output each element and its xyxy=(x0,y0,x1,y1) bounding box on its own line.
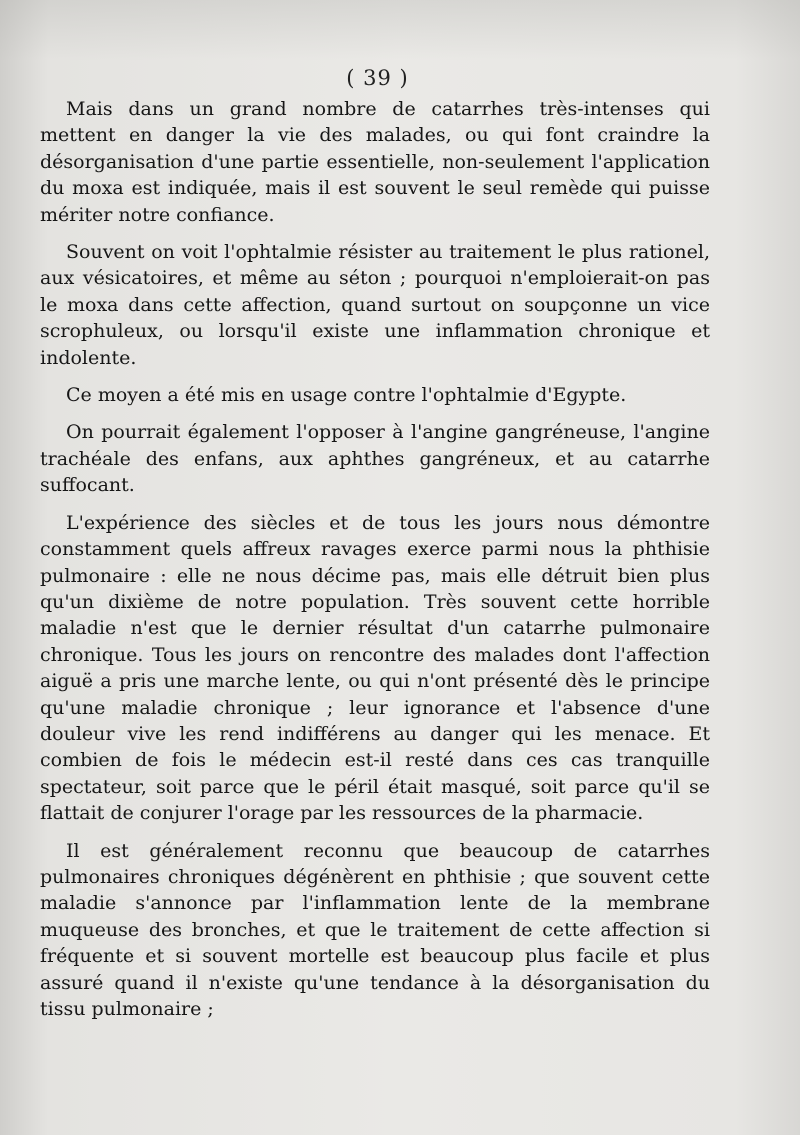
paragraph-1: Mais dans un grand nombre de catarrhes très-intenses qui mettent en danger la vie des malades, ou qui font craindre la désorganisation d'une partie essentielle, non-seulement l'application du moxa est indiquée, mais il est souvent le seul remède qui puisse mériter notre confiance. xyxy=(40,98,710,226)
paragraph-4: On pourrait également l'opposer à l'angine gangréneuse, l'angine trachéale des enfans, aux aphthes gangréneux, et au catarrhe suffocant. xyxy=(40,421,710,497)
paragraph-6: Il est généralement reconnu que beaucoup de catarrhes pulmonaires chroniques dégénèrent en phthisie ; que souvent cette maladie s'annonce par l'inflammation lente de la membrane muqueuse des bronches, et que le traitement de cette affection si fréquente et si souvent mortelle est beaucoup plus facile et plus assuré quand il n'existe qu'une tendance à la désorganisation du tissu pulmonaire ; xyxy=(40,839,710,1020)
page-number: ( 39 ) xyxy=(346,66,409,90)
paragraph-2: Souvent on voit l'ophtalmie résister au traitement le plus rationel, aux vésicatoires, et même au séton ; pourquoi n'emploierait-on pas le moxa dans cette affection, quand surtout on soupçonne un vice scrophuleux, ou lorsqu'il existe une inflammation chronique et indolente. xyxy=(40,241,710,369)
paragraph-3: Ce moyen a été mis en usage contre l'ophtalmie d'Egypte. xyxy=(66,384,627,407)
scan-shading xyxy=(0,0,800,60)
page-body xyxy=(40,96,710,1033)
paragraph-5: L'expérience des siècles et de tous les jours nous démontre constamment quels affreux ravages exerce parmi nous la phthisie pulmonaire : elle ne nous décime pas, mais elle détruit bien plus qu'un dixième de notre population. Très souvent cette horrible maladie n'est que le dernier résultat d'un catarrhe pulmonaire chronique. Tous les jours on rencontre des malades dont l'affection aiguë a pris une marche lente, ou qui n'ont présenté dès le principe qu'une maladie chronique ; leur ignorance et l'absence d'une douleur vive les rend indifférens au danger qui les menace. Et combien de fois le médecin est-il resté dans ces cas tranquille spectateur, soit parce que le péril était masqué, soit parce qu'il se flattait de conjurer l'orage par les ressources de la pharmacie. xyxy=(40,511,710,825)
